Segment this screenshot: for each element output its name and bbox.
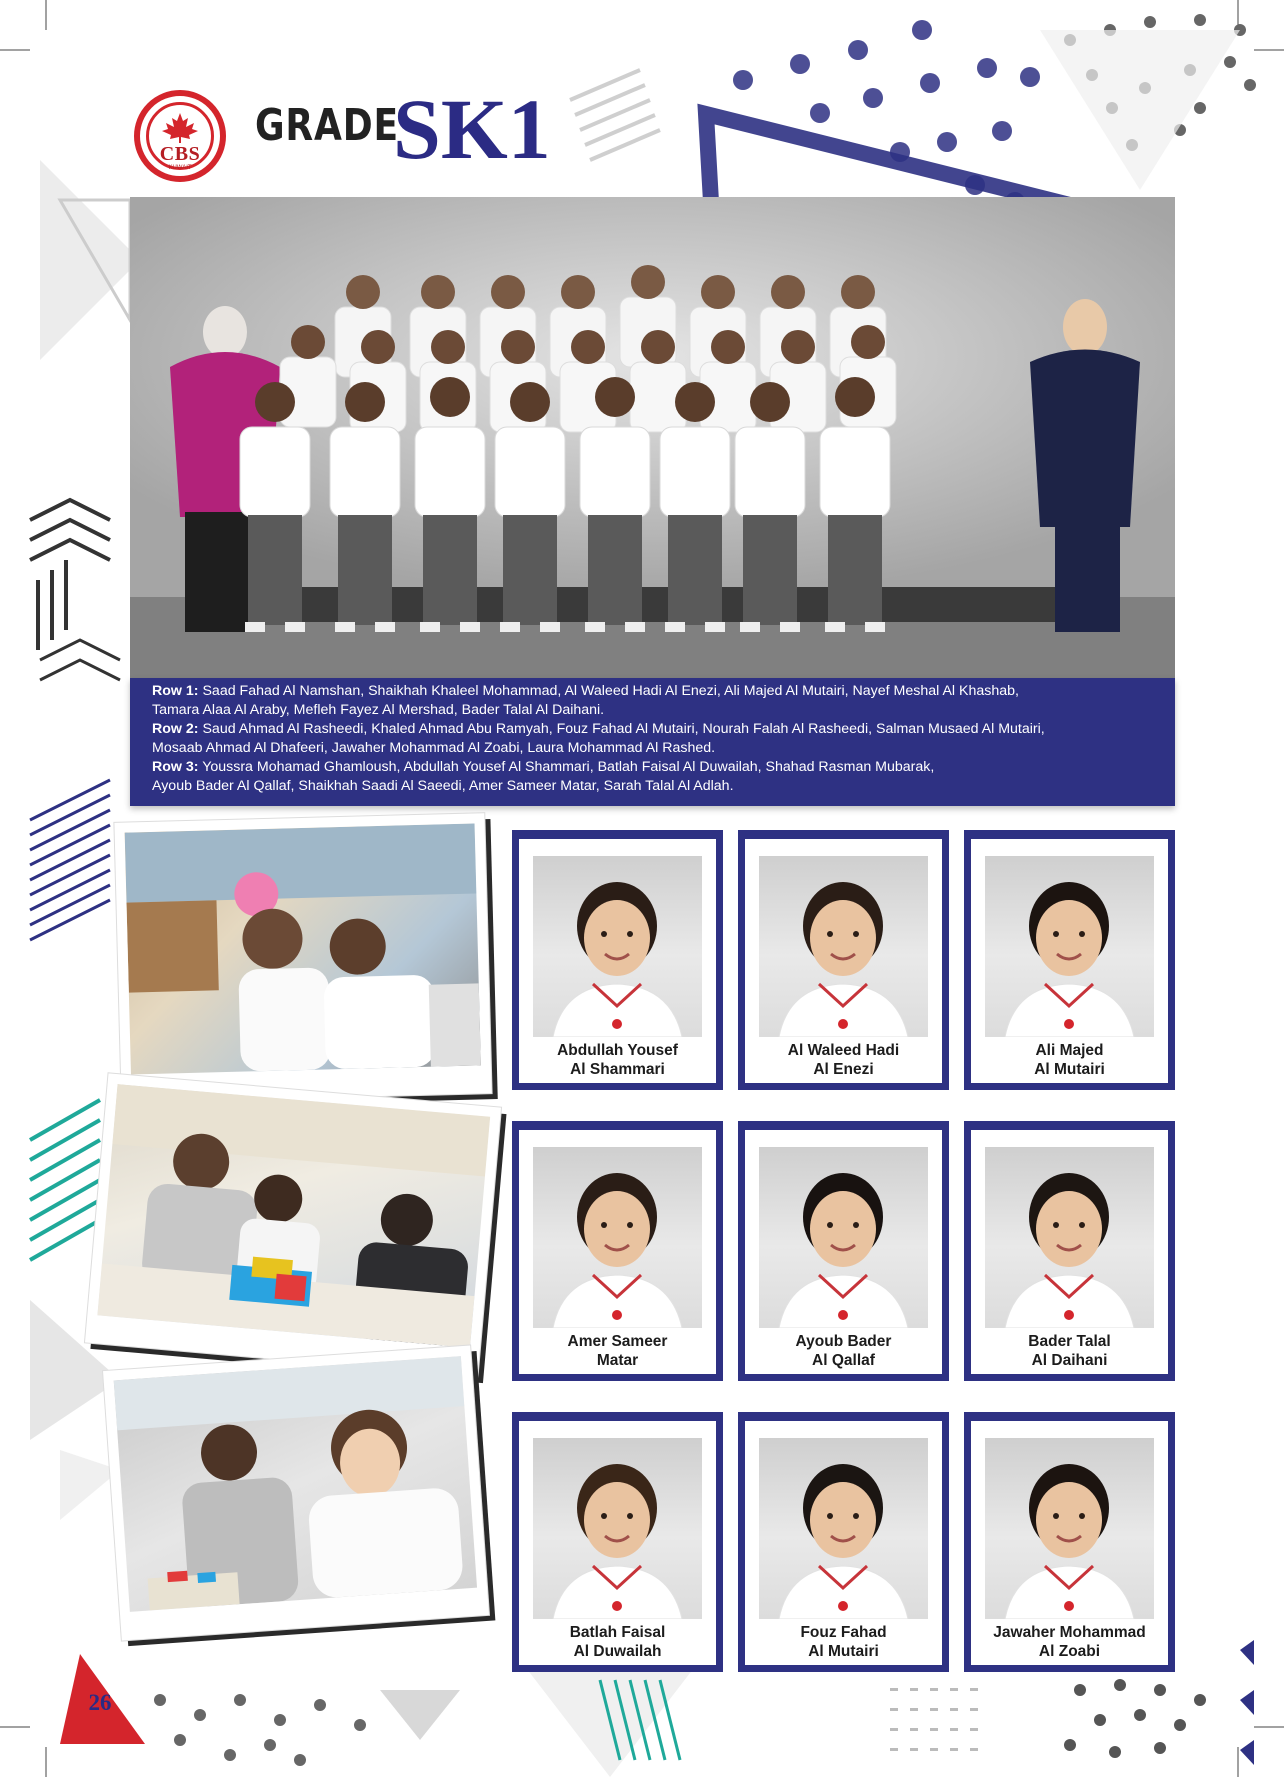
caption-line: [152, 720, 1155, 739]
caption-row-text: Youssra Mohamad Ghamloush, Abdullah Yousef Al Shammari, Batlah Faisal Al Duwailah, Shahad Rasman Mubarak,: [202, 759, 935, 775]
student-name-line2: Al Mutairi: [1034, 1061, 1105, 1078]
class-group-photo: [130, 197, 1175, 678]
student-photo: [533, 1147, 702, 1328]
student-photo: [759, 856, 928, 1037]
student-photo-illustration: [985, 1438, 1154, 1619]
class-photo-caption: [130, 678, 1175, 806]
portrait-frame: [519, 1421, 716, 1665]
class-photo-illustration: [130, 197, 1175, 678]
student-name: [971, 1041, 1168, 1079]
student-portrait-card: [512, 1412, 723, 1672]
student-photo: [533, 856, 702, 1037]
student-photo-illustration: [533, 1438, 702, 1619]
student-portrait-card: [964, 1121, 1175, 1381]
activity-illustration: [97, 1084, 490, 1348]
activity-photo-image: [97, 1084, 490, 1348]
activity-photo-image: [114, 1356, 477, 1612]
caption-row-label: Row 2:: [152, 721, 199, 737]
caption-line: [152, 758, 1155, 777]
activity-photo-3: [103, 1345, 489, 1640]
student-name-line2: Al Qallaf: [812, 1352, 875, 1369]
page-number: 26: [88, 1690, 112, 1715]
caption-row-label: Row 1:: [152, 683, 199, 699]
portrait-frame: [745, 1130, 942, 1374]
student-portrait-card: [512, 1121, 723, 1381]
student-portrait-card: [964, 1412, 1175, 1672]
student-name-line2: Al Duwailah: [573, 1643, 662, 1660]
student-name: [971, 1332, 1168, 1370]
portrait-frame: [745, 1421, 942, 1665]
student-photo: [985, 1438, 1154, 1619]
caption-row-text: Mosaab Ahmad Al Dhafeeri, Jawaher Mohammad Al Zoabi, Laura Mohammad Al Rashed.: [152, 740, 716, 756]
student-portrait-card: [964, 830, 1175, 1090]
student-name: [745, 1623, 942, 1661]
activity-photo-image: [125, 823, 481, 1074]
logo-text: CBS: [159, 143, 201, 165]
student-name: [745, 1332, 942, 1370]
student-name-line1: Abdullah Yousef: [557, 1042, 678, 1059]
student-name: [519, 1623, 716, 1661]
caption-row-text: Ayoub Bader Al Qallaf, Shaikhah Saadi Al Saeedi, Amer Sameer Matar, Sarah Talal Al Adlah.: [152, 778, 734, 794]
student-photo: [985, 1147, 1154, 1328]
student-name: [519, 1041, 716, 1079]
student-photo-illustration: [759, 856, 928, 1037]
student-name-line1: Ali Majed: [1035, 1042, 1104, 1059]
student-name-line2: Al Daihani: [1031, 1352, 1108, 1369]
student-photo-illustration: [533, 1147, 702, 1328]
portrait-frame: [971, 1130, 1168, 1374]
student-name: [971, 1623, 1168, 1661]
school-logo: [134, 90, 226, 182]
activity-illustration: [114, 1356, 477, 1612]
student-name-line2: Al Mutairi: [808, 1643, 879, 1660]
student-name-line1: Fouz Fahad: [800, 1624, 887, 1641]
student-portrait-card: [738, 1121, 949, 1381]
student-name: [745, 1041, 942, 1079]
portrait-frame: [745, 839, 942, 1083]
student-portrait-card: [738, 830, 949, 1090]
student-name-line1: Ayoub Bader: [795, 1333, 892, 1350]
student-name-line1: Al Waleed Hadi: [787, 1042, 900, 1059]
activity-illustration: [125, 823, 481, 1074]
student-photo-illustration: [985, 856, 1154, 1037]
student-photo-illustration: [759, 1147, 928, 1328]
caption-line: [152, 701, 1155, 720]
student-name-line2: Al Enezi: [813, 1061, 874, 1078]
student-name-line1: Batlah Faisal: [569, 1624, 666, 1641]
student-portrait-card: [512, 830, 723, 1090]
student-photo: [759, 1438, 928, 1619]
portrait-frame: [971, 839, 1168, 1083]
student-name-line2: Matar: [596, 1352, 639, 1369]
student-photo-illustration: [533, 856, 702, 1037]
caption-row-text: Saud Ahmad Al Rasheedi, Khaled Ahmad Abu Ramyah, Fouz Fahad Al Mutairi, Nourah Falah Al Rasheedi, Salman Musaed Al Mutairi,: [202, 721, 1045, 737]
student-name: [519, 1332, 716, 1370]
student-photo-illustration: [985, 1147, 1154, 1328]
grade-label: GRADE: [255, 100, 400, 151]
student-name-line2: Al Shammari: [570, 1061, 665, 1078]
student-photo: [985, 856, 1154, 1037]
student-photo-illustration: [759, 1438, 928, 1619]
student-name-line2: Al Zoabi: [1038, 1643, 1101, 1660]
student-photo: [533, 1438, 702, 1619]
caption-line: [152, 777, 1155, 796]
caption-row-text: Saad Fahad Al Namshan, Shaikhah Khaleel Mohammad, Al Waleed Hadi Al Enezi, Ali Majed Al Mutairi, Nayef Meshal Al Khashab,: [202, 683, 1019, 699]
portrait-frame: [971, 1421, 1168, 1665]
activity-photo-2: [85, 1073, 501, 1376]
maple-leaf-icon: [161, 113, 199, 143]
student-portrait-card: [738, 1412, 949, 1672]
activity-photo-1: [114, 813, 491, 1103]
grade-name: SK1: [393, 81, 551, 177]
caption-row-label: Row 3:: [152, 759, 199, 775]
student-name-line1: Amer Sameer: [567, 1333, 668, 1350]
logo-subtext: KUWAIT: [168, 165, 192, 171]
caption-row-text: Tamara Alaa Al Araby, Mefleh Fayez Al Mershad, Bader Talal Al Daihani.: [152, 702, 605, 718]
student-name-line1: Bader Talal: [1028, 1333, 1111, 1350]
caption-line: [152, 682, 1155, 701]
portrait-frame: [519, 839, 716, 1083]
student-photo: [759, 1147, 928, 1328]
caption-line: [152, 739, 1155, 758]
portrait-frame: [519, 1130, 716, 1374]
student-name-line1: Jawaher Mohammad: [993, 1624, 1146, 1641]
